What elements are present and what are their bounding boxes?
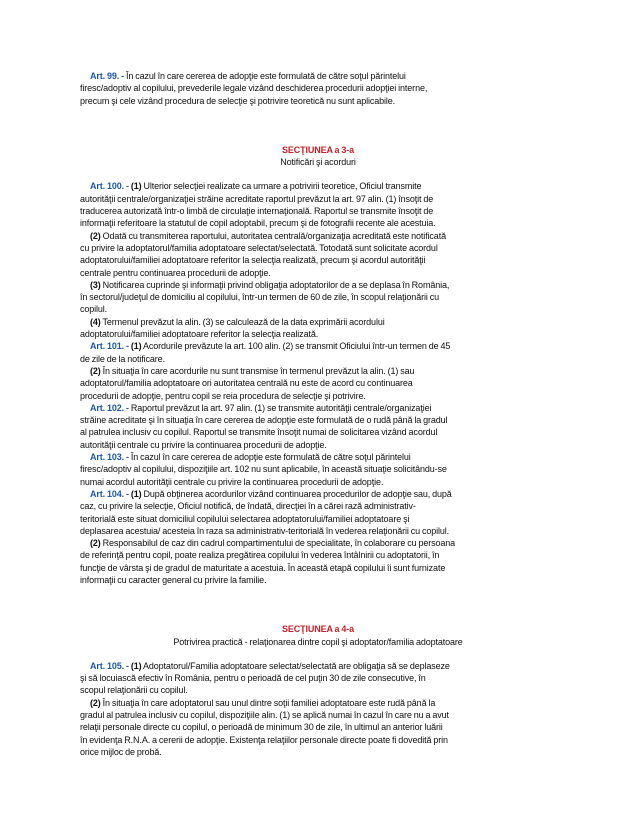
text-line: copilul.	[80, 304, 108, 315]
paragraph-number: (1)	[130, 341, 142, 352]
article-label: Art. 100. -	[90, 181, 129, 192]
text-line: deplasarea acestuia/ acesteia în raza sa administrativ-teritorială în vederea relaţionării cu copilul.	[80, 525, 450, 536]
text-line: autorităţii centrale cu privire la continuarea procedurii de adopţie.	[80, 439, 327, 450]
text-line: scopul relaţionării cu copilul.	[80, 685, 188, 696]
article-99	[80, 70, 556, 107]
text-line: În cazul în care cererea de adopţie este formulată de către soţul părintelui	[128, 452, 411, 463]
text-line: Adoptatorul/Familia adoptatoare selectat/selectată are obligaţia să se deplaseze	[141, 660, 450, 671]
text-line: informaţii cu caracter general cu privire la familie.	[80, 574, 267, 585]
text-line: Raportul prevăzut la art. 97 alin. (1) se transmite autorităţii centrale/organizaţiei	[128, 402, 432, 413]
article-label: Art. 104. -	[90, 488, 129, 499]
section-3-heading	[80, 144, 556, 169]
text-line: de zile de la notificare.	[80, 353, 165, 364]
text-line: şi să locuiască efectiv în România, pentru o perioadă de cel puţin 30 de zile consecutive, în	[80, 673, 426, 684]
text-line: informaţii referitoare la statutul de copil adoptabil, precum şi de fotografii recente ale acestuia.	[80, 218, 436, 229]
section-title: SECŢIUNEA a 3-a	[281, 144, 355, 155]
text-line: Ulterior selecţiei realizate ca urmare a potrivirii teoretice, Oficiul transmite	[141, 181, 422, 192]
text-line: traducerea autorizată într-o limbă de circulaţie internaţională. Raportul se transmite însoţit de	[80, 206, 434, 217]
text-line: Termenul prevăzut la alin. (3) se calculează de la data exprimării acordului	[100, 316, 385, 327]
text-line: adoptatorul/familia adoptatoare ori autoritatea centrală nu este de acord cu continuarea	[80, 378, 413, 389]
text-line: teritorială este situat domiciliul copilului selectarea adoptatorului/familiei adoptatoare şi	[80, 513, 410, 524]
article-102	[80, 402, 556, 451]
paragraph-number: (1)	[130, 488, 142, 499]
article-label: Art. 102. -	[90, 402, 129, 413]
text-line: Responsabilul de caz din cadrul compartimentului de specialitate, în colaborare cu persoana	[100, 538, 456, 549]
section-title: SECŢIUNEA a 4-a	[281, 624, 355, 635]
article-label: Art. 101. -	[90, 341, 129, 352]
article-label: Art. 105. -	[90, 660, 129, 671]
paragraph-number: (2)	[90, 697, 101, 708]
section-4-heading	[80, 623, 556, 648]
text-line: caz, cu privire la selecţie, Oficiul notifică, de îndată, direcţiei în a cărei rază administrativ-	[80, 501, 416, 512]
paragraph-number: (2)	[90, 230, 101, 241]
text-line: precum şi cele vizând procedura de selecţie şi potrivire teoretică nu sunt aplicabile.	[80, 95, 396, 106]
text-line: adoptatorului/familiei adoptatoare referitor la selecţia realizată.	[80, 329, 319, 340]
paragraph-number: (1)	[130, 660, 142, 671]
article-label: Art. 99. -	[90, 71, 125, 81]
spacer	[80, 648, 556, 660]
paragraph-number: (2)	[90, 538, 101, 549]
text-line: străine acreditate şi în situaţia în care cererea de adopţie este formulată de o rudă până la gradul	[80, 415, 448, 426]
text-line: numai acordul autorităţii centrale cu privire la continuarea procedurii de adopţie.	[80, 476, 384, 487]
text-line: Notificarea cuprinde şi informaţii privind obligaţia adoptatorilor de a se deplasa în România,	[100, 279, 450, 290]
section-subtitle: Notificări şi acorduri	[280, 157, 356, 168]
text-line: procedurii de adopţie, pentru copil se reia procedura de selecţie şi potrivire.	[80, 390, 366, 401]
text-line: în sectorul/judeţul de domiciliu al copilului, într-un termen de 60 de zile, în scopul relaţionării cu	[80, 292, 439, 303]
spacer	[80, 586, 556, 623]
text-line: în evidenţa R.N.A. a cererii de adopţie. Existenţa relaţiilor personale directe poate fi dovedită prin	[80, 734, 448, 745]
article-104	[80, 488, 556, 586]
text-line: centrale pentru continuarea procedurii de adopţie.	[80, 267, 271, 278]
text-line: Acordurile prevăzute la art. 100 alin. (2) se transmit Oficiului într-un termen de 45	[141, 341, 451, 352]
text-line: Odată cu transmiterea raportului, autoritatea centrală/organizaţia acreditată este notificată	[100, 230, 446, 241]
section-subtitle: Potrivirea practică - relaţionarea dintre copil şi adoptator/familia adoptatoare	[173, 636, 463, 647]
article-105	[80, 660, 556, 758]
text-line: cu privire la adoptatorul/familia adoptatoare selectat/selectată. Totodată sunt solicitate acordul	[80, 242, 438, 253]
text-line: autorităţii centrale/organizaţiei străine acreditate raportul prevăzut la art. 97 alin. (1) însoţit de	[80, 193, 434, 204]
text-line: După obţinerea acordurilor vizând continuarea procedurilor de adopţie sau, după	[141, 488, 452, 499]
spacer	[80, 168, 556, 180]
article-103	[80, 451, 556, 488]
text-line: gradul al patrulea inclusiv cu copilul, dispoziţiile alin. (1) se aplică numai în cazul în care nu a avut	[80, 710, 449, 721]
text-line: funcţie de vârsta şi de gradul de maturitate a acestuia. În această etapă copilului îi sunt furnizate	[80, 562, 446, 573]
text-line: adoptatorului/familiei adoptatoare referitor la selecţia realizată, precum şi acordul autorităţii	[80, 255, 426, 266]
text-line: În cazul în care cererea de adopţie este formulată de către soţul părintelui	[124, 71, 406, 81]
paragraph-number: (4)	[90, 316, 101, 327]
text-line: de referinţă pentru copil, poate realiza pregătirea copilului în vederea întâlnirii cu adoptatorii, în	[80, 550, 440, 561]
paragraph-number: (1)	[130, 181, 142, 192]
article-100	[80, 180, 556, 340]
paragraph-number: (3)	[90, 279, 101, 290]
text-line: În situaţia în care adoptatorul sau unul dintre soţii familiei adoptatoare este rudă până la	[100, 697, 436, 708]
text-line: orice mijloc de probă.	[80, 746, 162, 757]
paragraph-number: (2)	[90, 365, 101, 376]
article-label: Art. 103. -	[90, 452, 129, 463]
text-line: al patrulea inclusiv cu copilul. Raportul se transmite însoţit numai de solicitarea vizând acordul	[80, 427, 438, 438]
text-line: firesc/adoptiv al copilului, dispoziţiile art. 102 nu sunt aplicabile, în această situaţie solicitându-se	[80, 464, 447, 475]
text-line: relaţii personale directe cu copilul, o perioadă de minimum 30 de zile, în ultimul an anterior luării	[80, 722, 443, 733]
text-line: În situaţia în care acordurile nu sunt transmise în termenul prevăzut la alin. (1) sau	[100, 365, 415, 376]
article-101	[80, 340, 556, 401]
document-body	[80, 70, 556, 758]
text-line: firesc/adoptiv al copilului, prevederile legale vizând deschiderea procedurii adopţiei interne,	[80, 83, 428, 94]
spacer	[80, 107, 556, 144]
